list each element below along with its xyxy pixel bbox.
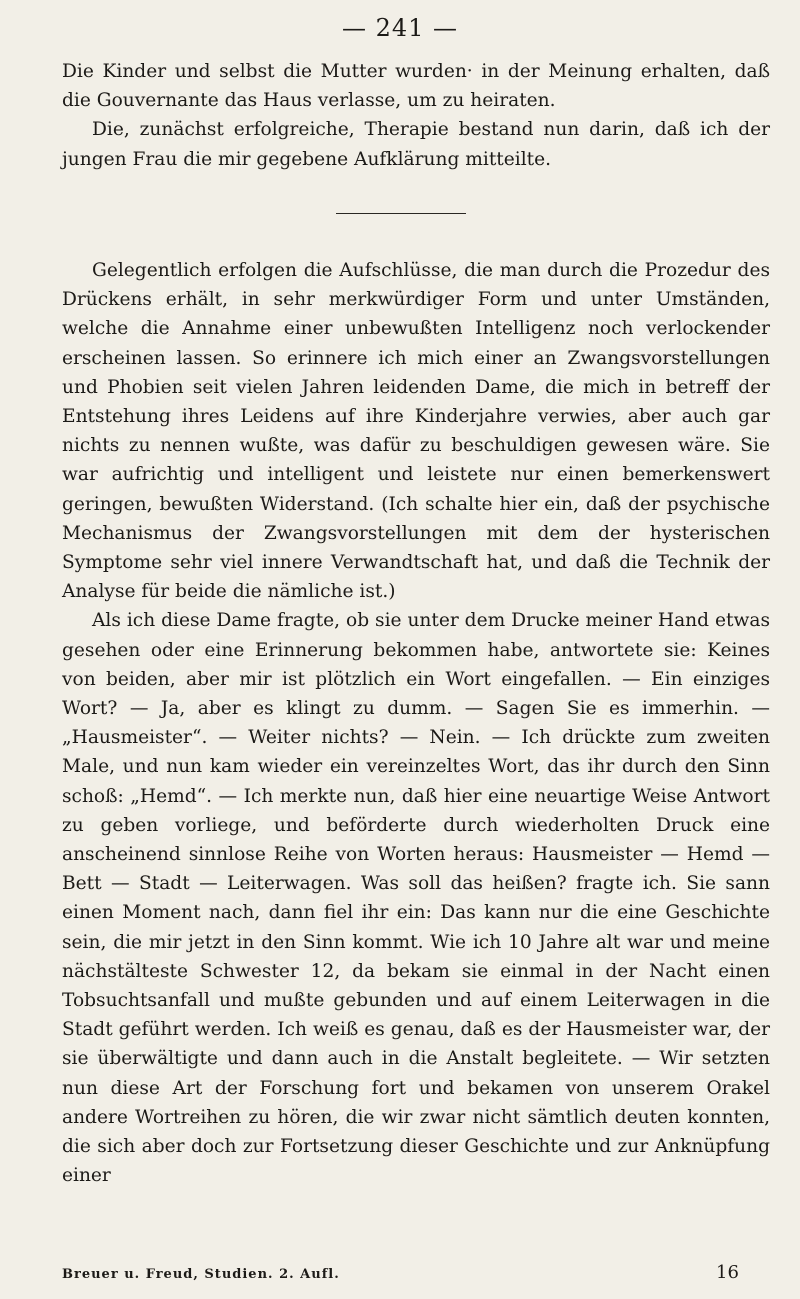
paragraph-2: Die, zunächst erfolgreiche, Therapie bestand nun darin, daß ich der jungen Frau die mir gegebene Aufklärung mitteilte. (62, 119, 770, 170)
text-section-2 (62, 256, 770, 1191)
section-separator (336, 213, 466, 214)
paragraph-3: Gelegentlich erfolgen die Aufschlüsse, die man durch die Prozedur des Drückens erhält, in sehr merkwürdiger Form und unter Umständen, welche die Annahme einer unbewußten Intelligenz noch verlockender erscheinen lassen. So erinnere ich mich einer an Zwangsvorstellungen und Phobien seit vielen Jahren leidenden Dame, die mich in betreff der Entstehung ihres Leidens auf ihre Kinderjahre verwies, aber auch gar nichts zu nennen wußte, was dafür zu beschuldigen gewesen wäre. Sie war aufrichtig und intelligent und leistete nur einen bemerkenswert geringen, bewußten Widerstand. (Ich schalte hier ein, daß der psychische Mechanismus der Zwangsvorstellungen mit dem der hysterischen Symptome sehr viel innere Verwandtschaft hat, und daß die Technik der Analyse für beide die nämliche ist.) (62, 260, 770, 603)
text-section-1 (62, 57, 770, 174)
page-number: — 241 — (341, 14, 459, 42)
paragraph-4: Als ich diese Dame fragte, ob sie unter dem Drucke meiner Hand etwas gesehen oder eine Erinnerung bekommen habe, antwortete sie: Keines von beiden, aber mir ist plötzlich ein Wort eingefallen. — Ein einziges Wort? — Ja, aber es klingt zu dumm. — Sagen Sie es immerhin. — „Hausmeister“. — Weiter nichts? — Nein. — Ich drückte zum zweiten Male, und nun kam wieder ein vereinzeltes Wort, das ihr durch den Sinn schoß: „Hemd“. — Ich merkte nun, daß hier eine neuartige Weise Antwort zu geben vorliege, und beförderte durch wiederholten Druck eine anscheinend sinnlose Reihe von Worten heraus: Hausmeister — Hemd — Bett — Stadt — Leiterwagen. Was soll das heißen? fragte ich. Sie sann einen Moment nach, dann fiel ihr ein: Das kann nur die eine Geschichte sein, die mir jetzt in den Sinn kommt. Wie ich 10 Jahre alt war und meine nächstälteste Schwester 12, da bekam sie einmal in der Nacht einen Tobsuchtsanfall und mußte gebunden und auf einem Leiterwagen in die Stadt geführt werden. Ich weiß es genau, daß es der Hausmeister war, der sie überwältigte und dann auch in die Anstalt begleitete. — Wir setzten nun diese Art der Forschung fort und bekamen von unserem Orakel andere Wortreihen zu hören, die wir zwar nicht sämtlich deuten konnten, die sich aber doch zur Fortsetzung dieser Geschichte und zur Anknüpfung einer (62, 610, 770, 1187)
paragraph-1: Die Kinder und selbst die Mutter wurden· in der Meinung erhalten, daß die Gouvernante das Haus verlasse, um zu heiraten. (62, 61, 770, 112)
footer-signature: Breuer u. Freud, Studien. 2. Aufl. (62, 1267, 340, 1282)
footer-sheet-number: 16 (716, 1262, 739, 1283)
